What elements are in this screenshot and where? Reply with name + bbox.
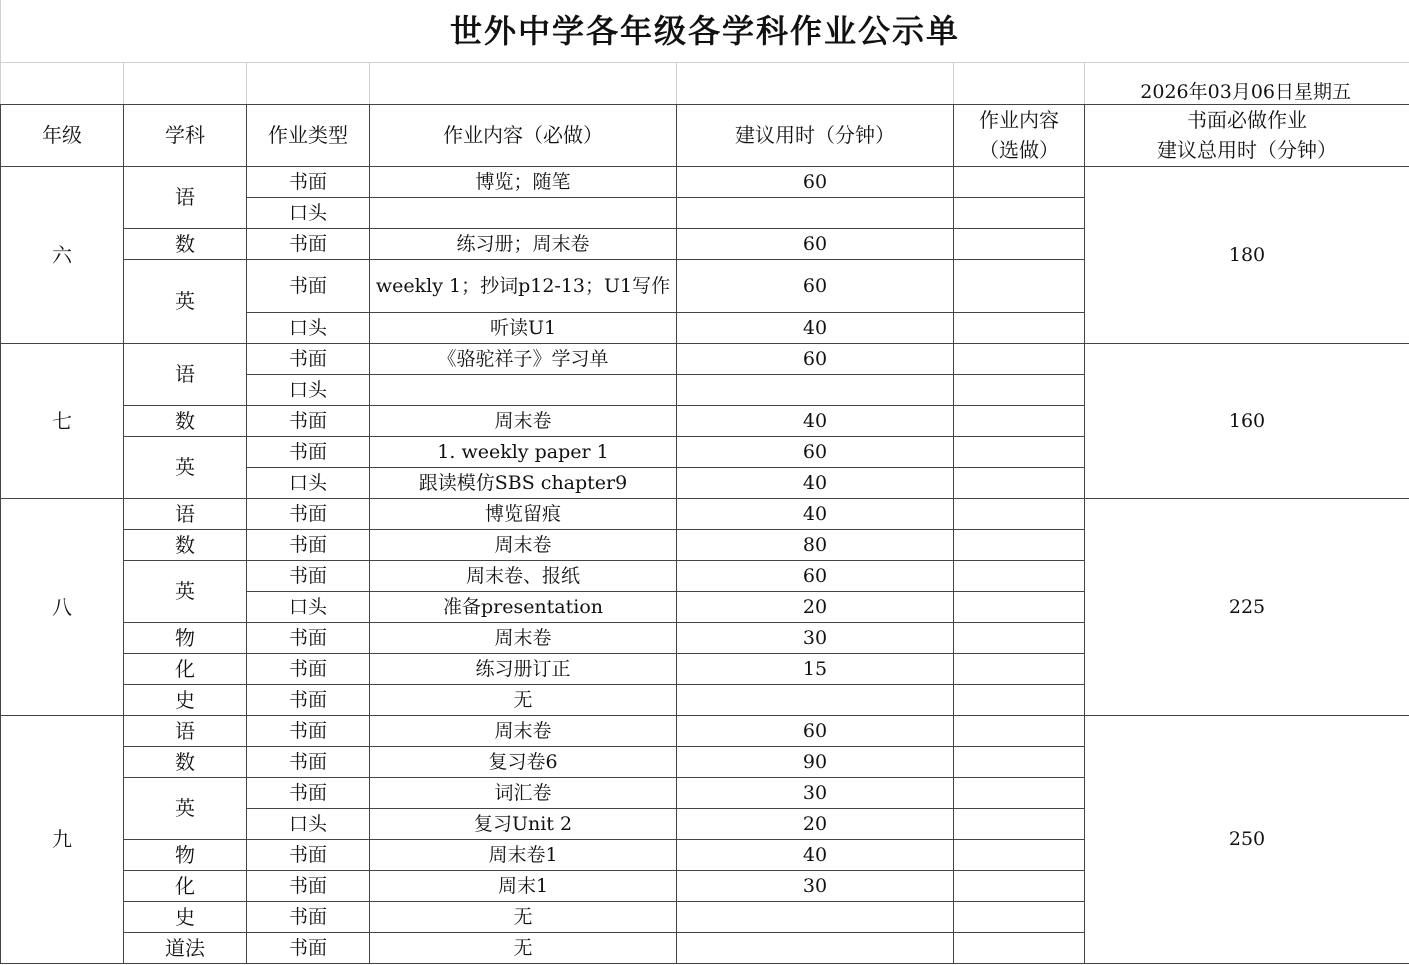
header-type: 作业类型 [247,104,370,166]
table-row [1,498,1409,529]
header-subject: 学科 [124,104,247,166]
subject-cell: 语 [124,166,247,228]
table-row [1,715,1409,746]
title-row [1,0,1409,62]
date-row [1,62,1409,104]
type-cell: 书面 [247,653,370,684]
content-cell: 周末卷 [370,715,677,746]
table-row [1,166,1409,197]
content-cell: 词汇卷 [370,777,677,808]
time-cell: 40 [677,405,954,436]
time-cell: 60 [677,715,954,746]
header-optional [954,104,1085,166]
content-cell: 周末卷 [370,622,677,653]
blank-cell [370,62,677,104]
subject-cell: 物 [124,622,247,653]
blank-cell [677,62,954,104]
time-cell: 60 [677,560,954,591]
type-cell: 口头 [247,467,370,498]
time-cell: 40 [677,312,954,343]
blank-cell [1,62,124,104]
total-cell: 160 [1085,343,1409,498]
time-cell: 15 [677,653,954,684]
content-cell: 周末卷 [370,529,677,560]
content-cell: 《骆驼祥子》学习单 [370,343,677,374]
type-cell: 书面 [247,436,370,467]
subject-cell: 史 [124,684,247,715]
type-cell: 口头 [247,374,370,405]
subject-cell: 语 [124,498,247,529]
content-cell: 无 [370,932,677,963]
optional-cell [954,901,1085,932]
optional-cell [954,405,1085,436]
time-cell [677,374,954,405]
content-cell: 无 [370,901,677,932]
content-cell: 练习册；周末卷 [370,228,677,259]
optional-cell [954,259,1085,312]
subject-cell: 英 [124,560,247,622]
type-cell: 口头 [247,197,370,228]
time-cell: 40 [677,839,954,870]
total-cell: 180 [1085,166,1409,343]
content-cell: 博览；随笔 [370,166,677,197]
type-cell: 书面 [247,777,370,808]
type-cell: 书面 [247,228,370,259]
content-cell: 1. weekly paper 1 [370,436,677,467]
date-label: 2026年03月06日星期五 [1085,62,1409,104]
subject-cell: 语 [124,715,247,746]
time-cell: 40 [677,467,954,498]
header-total-line1: 书面必做作业 [1187,108,1307,132]
type-cell: 书面 [247,932,370,963]
subject-cell: 英 [124,436,247,498]
type-cell: 书面 [247,684,370,715]
content-cell: 无 [370,684,677,715]
content-cell: 听读U1 [370,312,677,343]
type-cell: 书面 [247,622,370,653]
total-cell: 250 [1085,715,1409,963]
type-cell: 书面 [247,498,370,529]
optional-cell [954,374,1085,405]
table-body [1,0,1409,963]
type-cell: 口头 [247,591,370,622]
grade-cell: 九 [1,715,124,963]
page-title: 世外中学各年级各学科作业公示单 [1,0,1409,62]
time-cell: 30 [677,777,954,808]
optional-cell [954,166,1085,197]
type-cell: 书面 [247,259,370,312]
header-total-line2: 建议总用时（分钟） [1157,138,1337,162]
table-row [1,343,1409,374]
blank-cell [124,62,247,104]
subject-cell: 数 [124,746,247,777]
header-row [1,104,1409,166]
content-cell: 复习卷6 [370,746,677,777]
time-cell: 30 [677,622,954,653]
subject-cell: 数 [124,228,247,259]
subject-cell: 数 [124,529,247,560]
time-cell: 60 [677,166,954,197]
content-cell: 周末卷 [370,405,677,436]
time-cell: 40 [677,498,954,529]
type-cell: 书面 [247,901,370,932]
optional-cell [954,436,1085,467]
subject-cell: 化 [124,870,247,901]
header-optional-line1: 作业内容 [979,108,1059,132]
header-time: 建议用时（分钟） [677,104,954,166]
optional-cell [954,591,1085,622]
header-grade: 年级 [1,104,124,166]
type-cell: 书面 [247,839,370,870]
optional-cell [954,312,1085,343]
time-cell: 60 [677,228,954,259]
time-cell [677,684,954,715]
grade-cell: 六 [1,166,124,343]
content-cell: 复习Unit 2 [370,808,677,839]
optional-cell [954,839,1085,870]
time-cell: 60 [677,343,954,374]
blank-cell [954,62,1085,104]
optional-cell [954,684,1085,715]
optional-cell [954,560,1085,591]
optional-cell [954,622,1085,653]
time-cell [677,932,954,963]
optional-cell [954,715,1085,746]
time-cell: 20 [677,808,954,839]
content-cell: 周末卷1 [370,839,677,870]
header-total [1085,104,1409,166]
content-cell [370,374,677,405]
time-cell: 90 [677,746,954,777]
content-cell: 准备presentation [370,591,677,622]
optional-cell [954,197,1085,228]
grade-cell: 八 [1,498,124,715]
type-cell: 书面 [247,166,370,197]
subject-cell: 道法 [124,932,247,963]
header-content: 作业内容（必做） [370,104,677,166]
content-cell: weekly 1；抄词p12-13；U1写作 [370,259,677,312]
content-cell: 周末1 [370,870,677,901]
time-cell: 20 [677,591,954,622]
time-cell: 30 [677,870,954,901]
subject-cell: 语 [124,343,247,405]
time-cell [677,197,954,228]
type-cell: 书面 [247,715,370,746]
optional-cell [954,870,1085,901]
grade-cell: 七 [1,343,124,498]
type-cell: 书面 [247,529,370,560]
type-cell: 书面 [247,870,370,901]
type-cell: 书面 [247,405,370,436]
header-optional-line2: （选做） [979,138,1059,162]
subject-cell: 英 [124,777,247,839]
content-cell: 周末卷、报纸 [370,560,677,591]
optional-cell [954,777,1085,808]
type-cell: 口头 [247,808,370,839]
subject-cell: 数 [124,405,247,436]
subject-cell: 化 [124,653,247,684]
subject-cell: 物 [124,839,247,870]
time-cell: 80 [677,529,954,560]
blank-cell [247,62,370,104]
type-cell: 口头 [247,312,370,343]
content-cell: 练习册订正 [370,653,677,684]
optional-cell [954,529,1085,560]
subject-cell: 英 [124,259,247,343]
subject-cell: 史 [124,901,247,932]
optional-cell [954,228,1085,259]
content-cell: 博览留痕 [370,498,677,529]
content-cell [370,197,677,228]
type-cell: 书面 [247,343,370,374]
optional-cell [954,343,1085,374]
content-cell: 跟读模仿SBS chapter9 [370,467,677,498]
optional-cell [954,653,1085,684]
optional-cell [954,467,1085,498]
time-cell: 60 [677,436,954,467]
type-cell: 书面 [247,746,370,777]
time-cell: 60 [677,259,954,312]
optional-cell [954,808,1085,839]
type-cell: 书面 [247,560,370,591]
optional-cell [954,932,1085,963]
optional-cell [954,746,1085,777]
time-cell [677,901,954,932]
total-cell: 225 [1085,498,1409,715]
optional-cell [954,498,1085,529]
